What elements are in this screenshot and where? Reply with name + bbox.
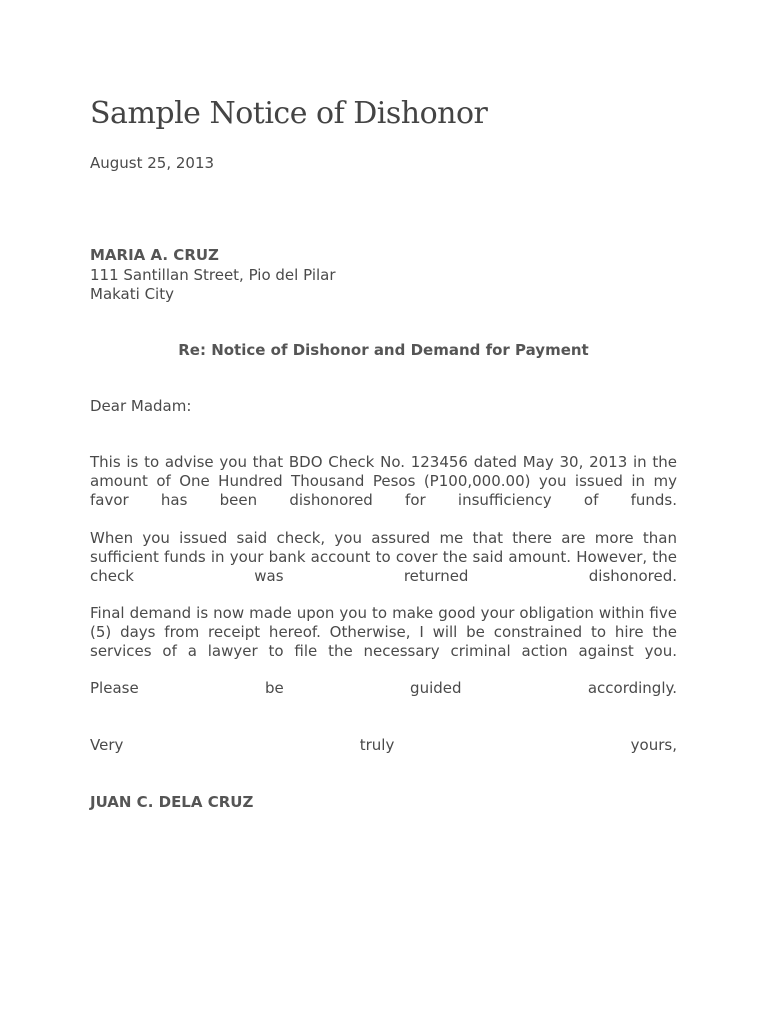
recipient-block: [90, 246, 336, 305]
recipient-name: MARIA A. CRUZ: [90, 246, 219, 264]
recipient-address-line1: 111 Santillan Street, Pio del Pilar: [90, 265, 336, 284]
letter-date: August 25, 2013: [90, 154, 215, 172]
paragraph-guidance: Please be guided accordingly.: [90, 679, 677, 697]
salutation: Dear Madam:: [90, 397, 192, 415]
recipient-address-line2: Makati City: [90, 285, 174, 303]
closing-line: Very truly yours,: [90, 736, 677, 754]
signature-name: JUAN C. DELA CRUZ: [90, 793, 254, 811]
subject-line: Re: Notice of Dishonor and Demand for Payment: [178, 341, 589, 359]
document-title: Sample Notice of Dishonor: [90, 96, 488, 131]
paragraph-assurance: When you issued said check, you assured me that there are more than sufficient funds in your bank account to cover the said amount. However, the check was returned dishonored.: [90, 529, 677, 585]
paragraph-advice: This is to advise you that BDO Check No. 123456 dated May 30, 2013 in the amount of One Hundred Thousand Pesos (P100,000.00) you issued in my favor has been dishonored for insufficiency of funds.: [90, 453, 677, 509]
paragraph-demand: Final demand is now made upon you to make good your obligation within five (5) days from receipt hereof. Otherwise, I will be constrained to hire the services of a lawyer to file the necessary criminal action against you.: [90, 604, 677, 660]
